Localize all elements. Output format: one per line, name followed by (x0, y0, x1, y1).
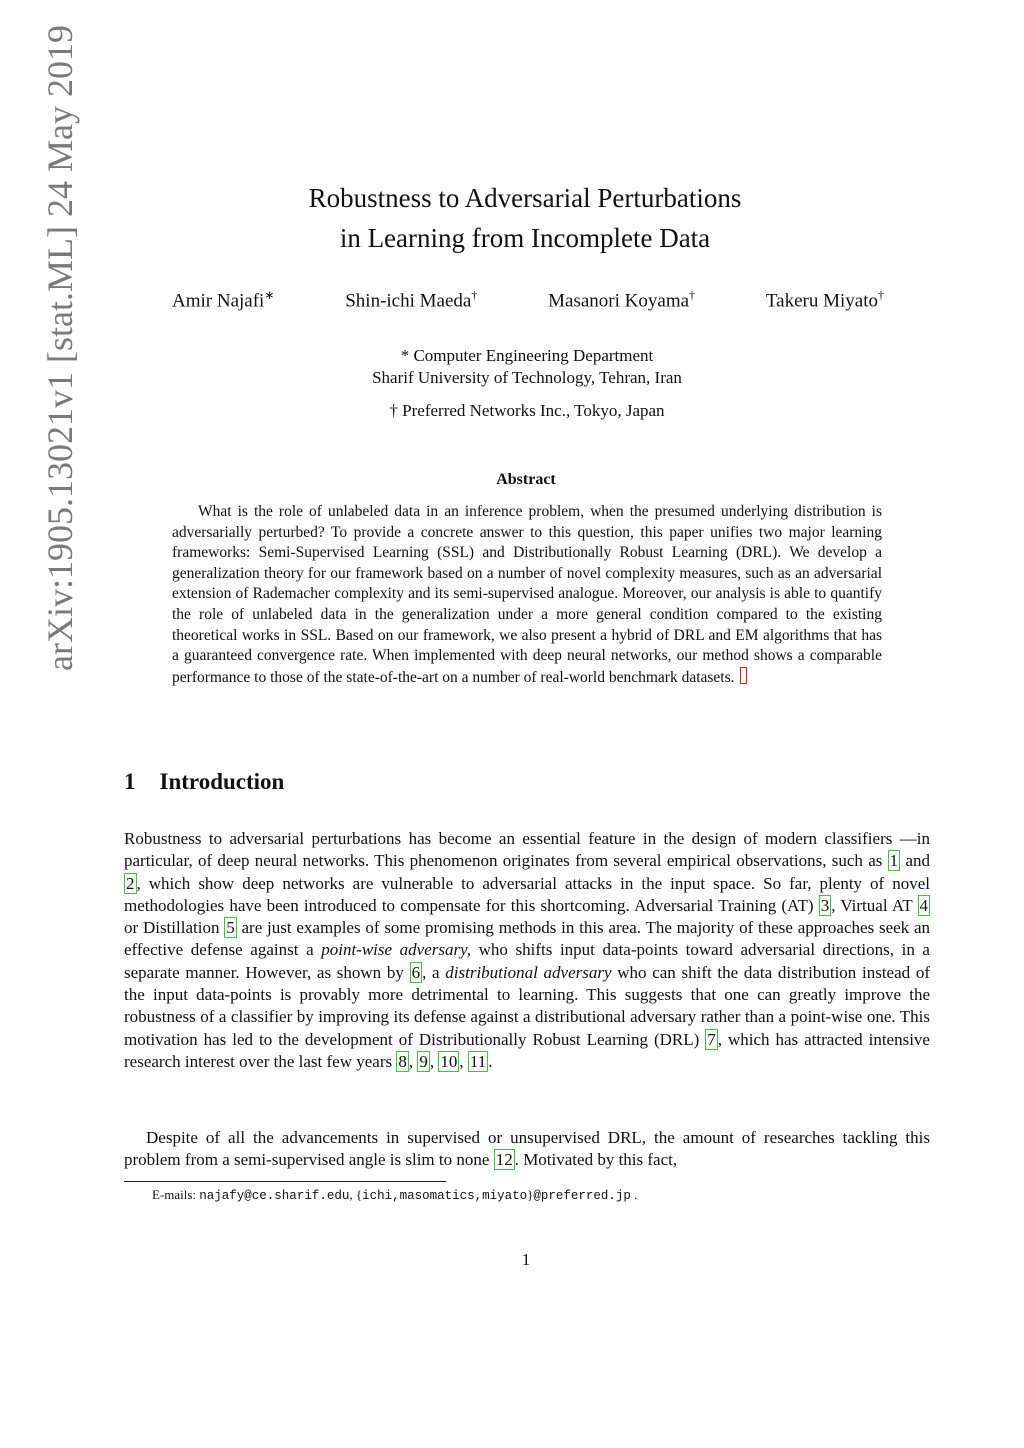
author-list (172, 288, 884, 312)
author-name: Amir Najafi (172, 290, 265, 312)
paper-title (160, 178, 890, 258)
page-number: 1 (521, 1250, 531, 1269)
text-run: { (355, 1187, 363, 1202)
citation-link[interactable]: 11 (469, 1051, 487, 1071)
author-mark: ∗ (264, 288, 275, 302)
author-mark: † (877, 288, 884, 302)
citation-link[interactable]: 10 (440, 1051, 458, 1071)
author (345, 288, 477, 312)
section-title: Introduction (159, 769, 285, 794)
text-run: , (349, 1187, 356, 1202)
affiliation-sharif (260, 345, 794, 389)
footnote-divider (124, 1181, 446, 1182)
citation-link[interactable]: 6 (411, 962, 421, 982)
citation-link[interactable]: 1 (889, 851, 899, 871)
affiliation-line: Sharif University of Technology, Tehran, Iran (372, 368, 682, 387)
text-run: , (408, 1051, 418, 1071)
citation-link[interactable]: 4 (919, 895, 929, 915)
text-run: , (459, 1051, 468, 1071)
author-name: Takeru Miyato (765, 290, 878, 312)
footnote-link[interactable] (740, 667, 747, 684)
author (766, 288, 884, 312)
text-run: , (429, 1051, 439, 1071)
text-run: or Distillation (124, 918, 225, 938)
author-name: Masanori Koyama (548, 290, 690, 312)
text-run: . (630, 1187, 638, 1202)
text-run: are just examples of some promising methods in this area. The majority of these approaches seek an effective defense against a (124, 918, 930, 960)
affiliation-pfn: † Preferred Networks Inc., Tokyo, Japan (389, 401, 665, 420)
text-run: , which show deep networks are vulnerable to adversarial attacks in the input space. So far, plenty of novel methodologies have been introduced to compensate for this shortcoming. Adversarial Training (AT) (124, 873, 930, 915)
email-address[interactable]: najafy@ce.sharif.edu (199, 1189, 350, 1203)
text-run: , a (422, 962, 446, 982)
arxiv-identifier: arXiv:1905.13021v1 [stat.ML] 24 May 2019 (40, 25, 80, 671)
email-domain[interactable]: @preferred.jp (533, 1189, 631, 1203)
emphasis: distributional adversary (445, 962, 612, 982)
text-run: Robustness to adversarial perturbations has become an essential feature in the design of modern classifiers —in particular, of deep neural networks. This phenomenon originates from several empirical observations, such as (124, 829, 930, 871)
section-heading (124, 769, 284, 795)
email-address[interactable]: ichi,masomatics,miyato (362, 1189, 528, 1203)
abstract-text: What is the role of unlabeled data in an inference problem, when the presumed underlying distribution is adversarially perturbed? To provide a concrete answer to this question, this paper unifies two major learning frameworks: Semi-Supervised Learning (SSL) and Distributionally Robust Learning (DRL). We develop a generalization theory for our framework based on a number of novel complexity measures, such as an adversarial extension of Rademacher complexity and its semi-supervised analogue. Moreover, our analysis is able to quantify the role of unlabeled data in the generalization under a more general condition compared to the existing theoretical works in SSL. Based on our framework, we also present a hybrid of DRL and EM algorithms that has a guaranteed convergence rate. When implemented with deep neural networks, our method shows a comparable performance to those of the state-of-the-art on a number of real-world benchmark datasets. (172, 503, 882, 686)
text-run: . Motivated by this fact, (514, 1150, 678, 1170)
author-mark: † (689, 288, 696, 302)
citation-link[interactable]: 3 (820, 895, 830, 915)
author (548, 288, 695, 312)
title-line-1: Robustness to Adversarial Perturbations (308, 183, 742, 213)
text-run: } (527, 1187, 534, 1202)
intro-paragraph-2 (124, 1127, 930, 1172)
intro-paragraph-1 (124, 828, 930, 1073)
abstract-heading: Abstract (496, 471, 556, 488)
citation-link[interactable]: 2 (126, 873, 135, 893)
citation-link[interactable]: 5 (226, 918, 235, 938)
footnote-label: E-mails: (152, 1187, 200, 1202)
author-name: Shin-ichi Maeda (345, 290, 472, 312)
author (172, 288, 274, 312)
text-run: . (488, 1051, 493, 1071)
text-run: who shifts input data-points toward adversarial directions, in a separate manner. However, as shown by (124, 940, 930, 982)
footnote-emails (152, 1187, 637, 1203)
text-run: who can shift the data distribution instead of the input data-points is provably more detrimental to learning. This suggests that one can greatly improve the robustness of a classifier by improving its defense against a distributional adversary rather than a point-wise one. This motivation has led to the development of Distributionally Robust Learning (DRL) (124, 962, 931, 1049)
author-mark: † (471, 288, 478, 302)
emphasis: point-wise adversary, (321, 940, 471, 960)
text-run: and (900, 851, 931, 871)
citation-link[interactable]: 9 (419, 1051, 428, 1071)
section-number: 1 (124, 769, 136, 794)
text-run: , Virtual AT (831, 895, 918, 915)
citation-link[interactable]: 12 (495, 1150, 513, 1170)
text-run: Despite of all the advancements in supervised or unsupervised DRL, the amount of researches tackling this problem from a semi-supervised angle is slim to none (124, 1128, 930, 1170)
citation-link[interactable]: 7 (707, 1029, 716, 1049)
citation-link[interactable]: 8 (398, 1051, 407, 1071)
affiliation-line: * Computer Engineering Department (400, 346, 654, 365)
text-run: , which has attracted intensive research interest over the last few years (124, 1029, 930, 1071)
abstract-body (172, 502, 882, 688)
title-line-2: in Learning from Incomplete Data (339, 223, 711, 253)
